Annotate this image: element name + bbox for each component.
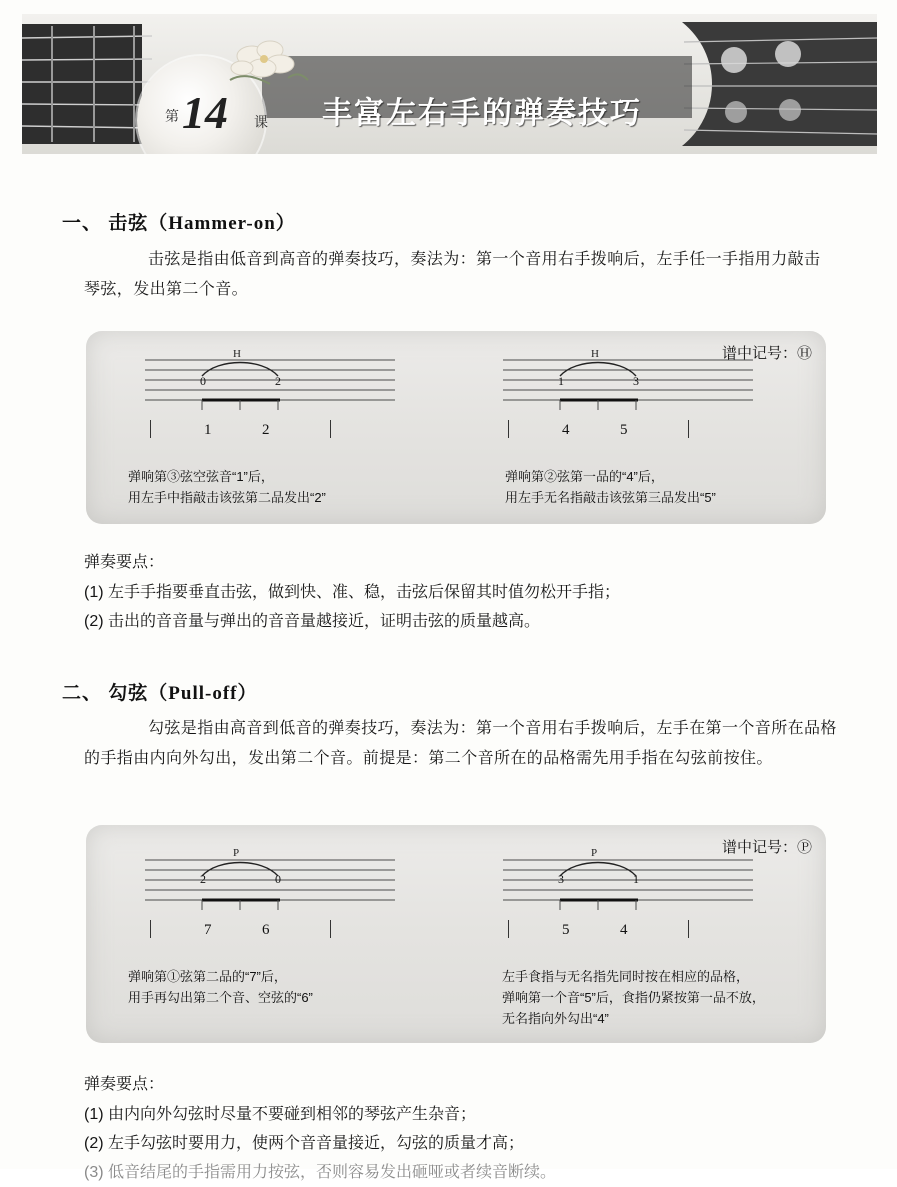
section2-heading-cn: 二、 勾弦（ (62, 683, 169, 704)
lesson-banner (22, 14, 877, 154)
section2-points-title: 弹奏要点： (84, 1076, 165, 1093)
pull-symbol-1: P (233, 847, 240, 859)
caption-3-line1: 弹响第①弦第二品的“7”后， (128, 969, 287, 984)
bar-tick-2a (508, 420, 509, 438)
bar-tick-3a (150, 920, 151, 938)
tab-staff-3 (140, 852, 400, 914)
caption-1-line2: 用左手中指敲击该弦第二品发出“2” (128, 490, 326, 505)
section2-paragraph: 勾弦是指由高音到低音的弹奏技巧，奏法为：第一个音用右手拨响后，左手在第一个音所在品格的手指由内向外勾出，发出第二个音。前提是：第二个音所在的品格需先用手指在勾弦前按住。 (84, 720, 837, 767)
beat-number-2b: 5 (620, 422, 628, 438)
pull-symbol-2: P (591, 847, 598, 859)
section1-heading-close: ） (275, 213, 296, 234)
beat-number-1b: 2 (262, 422, 270, 438)
bar-tick-1b (330, 420, 331, 438)
bar-tick-1a (150, 420, 151, 438)
bar-tick-4a (508, 920, 509, 938)
section1-point-2: (2) 击出的音音量与弹出的音音量越接近，证明击弦的质量越高。 (84, 613, 541, 630)
fret-number-2b: 3 (633, 374, 639, 388)
fret-number-4a: 3 (558, 872, 564, 886)
caption-3-line2: 用手再勾出第二个音、空弦的“6” (128, 990, 313, 1005)
pull-off-symbol-glyph: Ⓟ (797, 839, 813, 856)
tab-staff-1 (140, 352, 400, 414)
section-heading-pull-off (62, 678, 258, 705)
caption-2 (505, 466, 815, 508)
section2-heading-close: ） (237, 683, 258, 704)
lesson-number-label: 14 (182, 87, 228, 138)
fret-number-4b: 1 (633, 872, 639, 886)
caption-4-line3: 无名指向外勾出“4” (502, 1011, 609, 1026)
beat-number-3b: 6 (262, 922, 270, 938)
bar-tick-3b (330, 920, 331, 938)
tab-staff-4 (498, 852, 758, 914)
section1-heading-en: Hammer-on (168, 213, 276, 234)
hammer-on-symbol-glyph: Ⓗ (797, 345, 813, 362)
caption-2-line1: 弹响第②弦第一品的“4”后， (505, 469, 664, 484)
bar-tick-4b (688, 920, 689, 938)
section2-point-3: (3) 低音结尾的手指需用力按弦，否则容易发出砸哑或者续音断续。 (84, 1164, 557, 1181)
beat-number-3a: 7 (204, 922, 212, 938)
caption-3 (128, 966, 438, 1008)
beat-number-2a: 4 (562, 422, 570, 438)
caption-2-line2: 用左手无名指敲击该弦第三品发出“5” (505, 490, 716, 505)
section2-heading-en: Pull-off (168, 683, 238, 704)
hammer-symbol-2: H (591, 348, 599, 360)
fret-number-3a: 2 (200, 872, 206, 886)
section2-point-1: (1) 由内向外勾弦时尽量不要碰到相邻的琴弦产生杂音； (84, 1106, 477, 1123)
section2-point-2: (2) 左手勾弦时要用力，使两个音音量接近，勾弦的质量才高； (84, 1135, 525, 1152)
caption-1 (128, 466, 428, 508)
caption-4-line1: 左手食指与无名指先同时按在相应的品格， (502, 969, 750, 984)
fret-number-1a: 0 (200, 374, 206, 388)
lesson-prefix-label: 第 (165, 108, 179, 124)
pull-off-symbol-label: 谱中记号： (722, 839, 798, 856)
page-title: 丰富左右手的弹奏技巧 (322, 96, 642, 131)
section1-point-1: (1) 左手手指要垂直击弦，做到快、准、稳，击弦后保留其时值勿松开手指； (84, 584, 621, 601)
tab-staff-2 (498, 352, 758, 414)
caption-4-line2: 弹响第一个音“5”后，食指仍紧按第一品不放， (502, 990, 765, 1005)
section-heading-hammer-on (62, 208, 296, 235)
fret-number-2a: 1 (558, 374, 564, 388)
beat-number-4a: 5 (562, 922, 570, 938)
hammer-symbol-1: H (233, 348, 241, 360)
beat-number-1a: 1 (204, 422, 212, 438)
fret-number-3b: 0 (275, 872, 281, 886)
hammer-on-symbol-label: 谱中记号： (722, 345, 798, 362)
section1-heading-cn: 一、 击弦（ (62, 213, 169, 234)
bar-tick-2b (688, 420, 689, 438)
lesson-suffix-label: 课 (254, 114, 268, 130)
section1-points-title: 弹奏要点： (84, 554, 165, 571)
caption-1-line1: 弹响第③弦空弦音“1”后， (128, 469, 274, 484)
section1-paragraph: 击弦是指由低音到高音的弹奏技巧，奏法为：第一个音用右手拨响后，左手任一手指用力敲击琴弦，发出第二个音。 (84, 251, 821, 298)
flower-icon (218, 34, 310, 92)
fret-number-1b: 2 (275, 374, 281, 388)
beat-number-4b: 4 (620, 922, 628, 938)
caption-4 (502, 966, 822, 1029)
